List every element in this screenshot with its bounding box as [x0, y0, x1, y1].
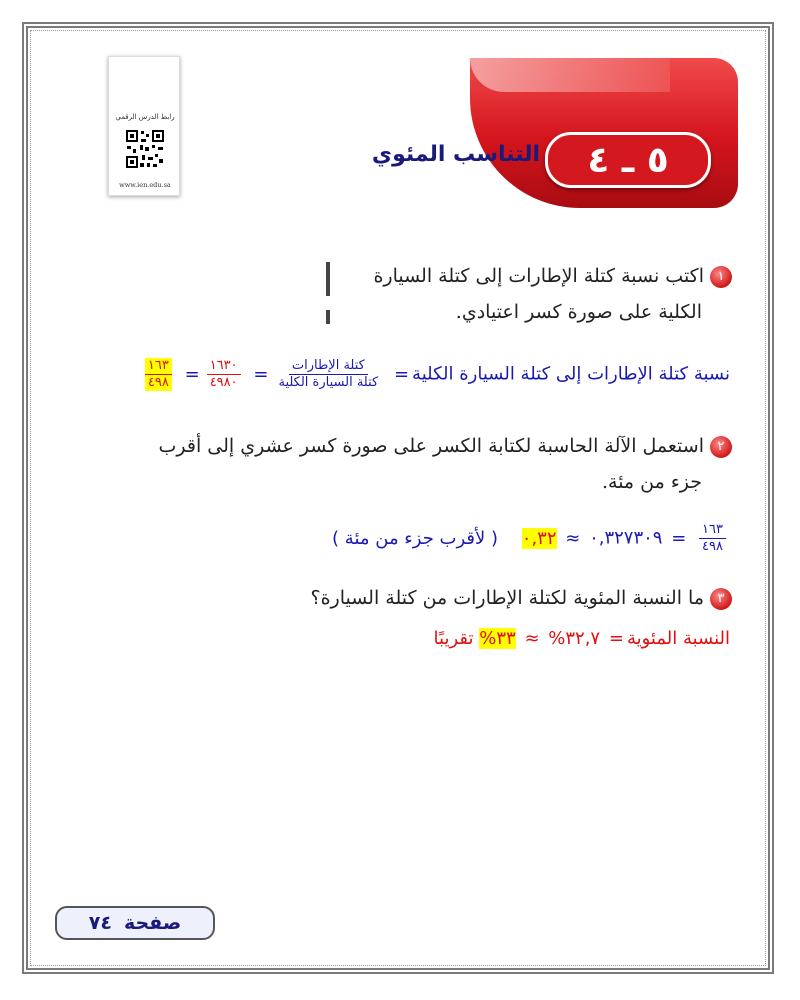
question-3-number: ٣ [710, 588, 732, 610]
answer-2-decimal: ٠,٣٢٧٣٠٩ [589, 527, 663, 549]
page-number-tag [55, 906, 215, 940]
answer-1-lead: نسبة كتلة الإطارات إلى كتلة السيارة الكلية [412, 363, 730, 385]
answer-2-rounded: ٠,٣٢ [521, 527, 557, 549]
qr-label: رابط الدرس الرقمي [115, 113, 175, 121]
lesson-banner-fold [470, 58, 670, 92]
answer-3-value: ٣٢,٧% [548, 628, 601, 649]
fraction-denominator: كتلة السيارة الكلية [278, 375, 379, 390]
fraction-denominator: ٤٩٨ [147, 375, 169, 390]
fraction-denominator: ٤٩٨ [702, 539, 723, 554]
answer-2-fraction [699, 522, 726, 555]
fraction-denominator: ٤٩٨٠ [209, 375, 238, 390]
answer-1-fraction-words [275, 358, 381, 391]
fraction-numerator: ١٦٣٠ [207, 358, 241, 375]
question-2 [72, 428, 732, 500]
fraction-numerator: ١٦٣ [699, 522, 726, 539]
lesson-number: ٥ ـ ٤ [587, 139, 669, 181]
question-1-line-1: اكتب نسبة كتلة الإطارات إلى كتلة السيارة [373, 265, 704, 287]
qr-code-icon [125, 129, 165, 169]
qr-url[interactable]: www.ien.edu.sa [119, 181, 171, 189]
answer-3: النسبة المئوية= ٣٢,٧% ≈ ٣٣% تقريبًا [433, 628, 730, 649]
answer-1: نسبة كتلة الإطارات إلى كتلة السيارة الكلية= $\frac{\text{كتلة الإطارات}}{\text{كتلة السيارة الكلية}}$ = $\frac{١٦٣٠}{٤٩٨٠}$ = $\frac{١٦٣}{٤٩٨}$ [141, 358, 730, 391]
answer-3-rounded: ٣٣% [479, 628, 516, 649]
page-label: صفحة [123, 912, 182, 934]
question-1-line-2: الكلية على صورة كسر اعتيادي. [455, 301, 702, 323]
fraction-numerator: كتلة الإطارات [289, 358, 368, 375]
fraction-numerator: ١٦٣ [145, 358, 172, 375]
answer-2-note: ( لأقرب جزء من مئة ) [332, 527, 499, 549]
answer-1-fraction-simplified [145, 358, 172, 391]
question-3-line-1: ما النسبة المئوية لكتلة الإطارات من كتلة السيارة؟ [310, 587, 704, 609]
answer-2: $\frac{١٦٣}{٤٩٨}$ = ٠,٣٢٧٣٠٩ ≈ ٠,٣٢ ( لأقرب جزء من مئة ) [332, 522, 730, 555]
lesson-title: التناسب المئوي [371, 142, 540, 167]
answer-3-label: النسبة المئوية [626, 628, 730, 649]
question-2-number: ٢ [710, 436, 732, 458]
lesson-number-badge [545, 132, 711, 188]
page-number: ٧٤ [88, 912, 112, 934]
answer-1-fraction-values [207, 358, 241, 391]
question-2-line-2: جزء من مئة. [601, 471, 702, 493]
answer-3-tail: تقريبًا [433, 628, 474, 649]
question-1 [312, 258, 732, 330]
qr-card[interactable] [108, 56, 180, 196]
question-3 [112, 580, 732, 616]
question-1-number: ١ [710, 266, 732, 288]
question-2-line-1: استعمل الآلة الحاسبة لكتابة الكسر على صورة كسر عشري إلى أقرب [158, 435, 704, 457]
